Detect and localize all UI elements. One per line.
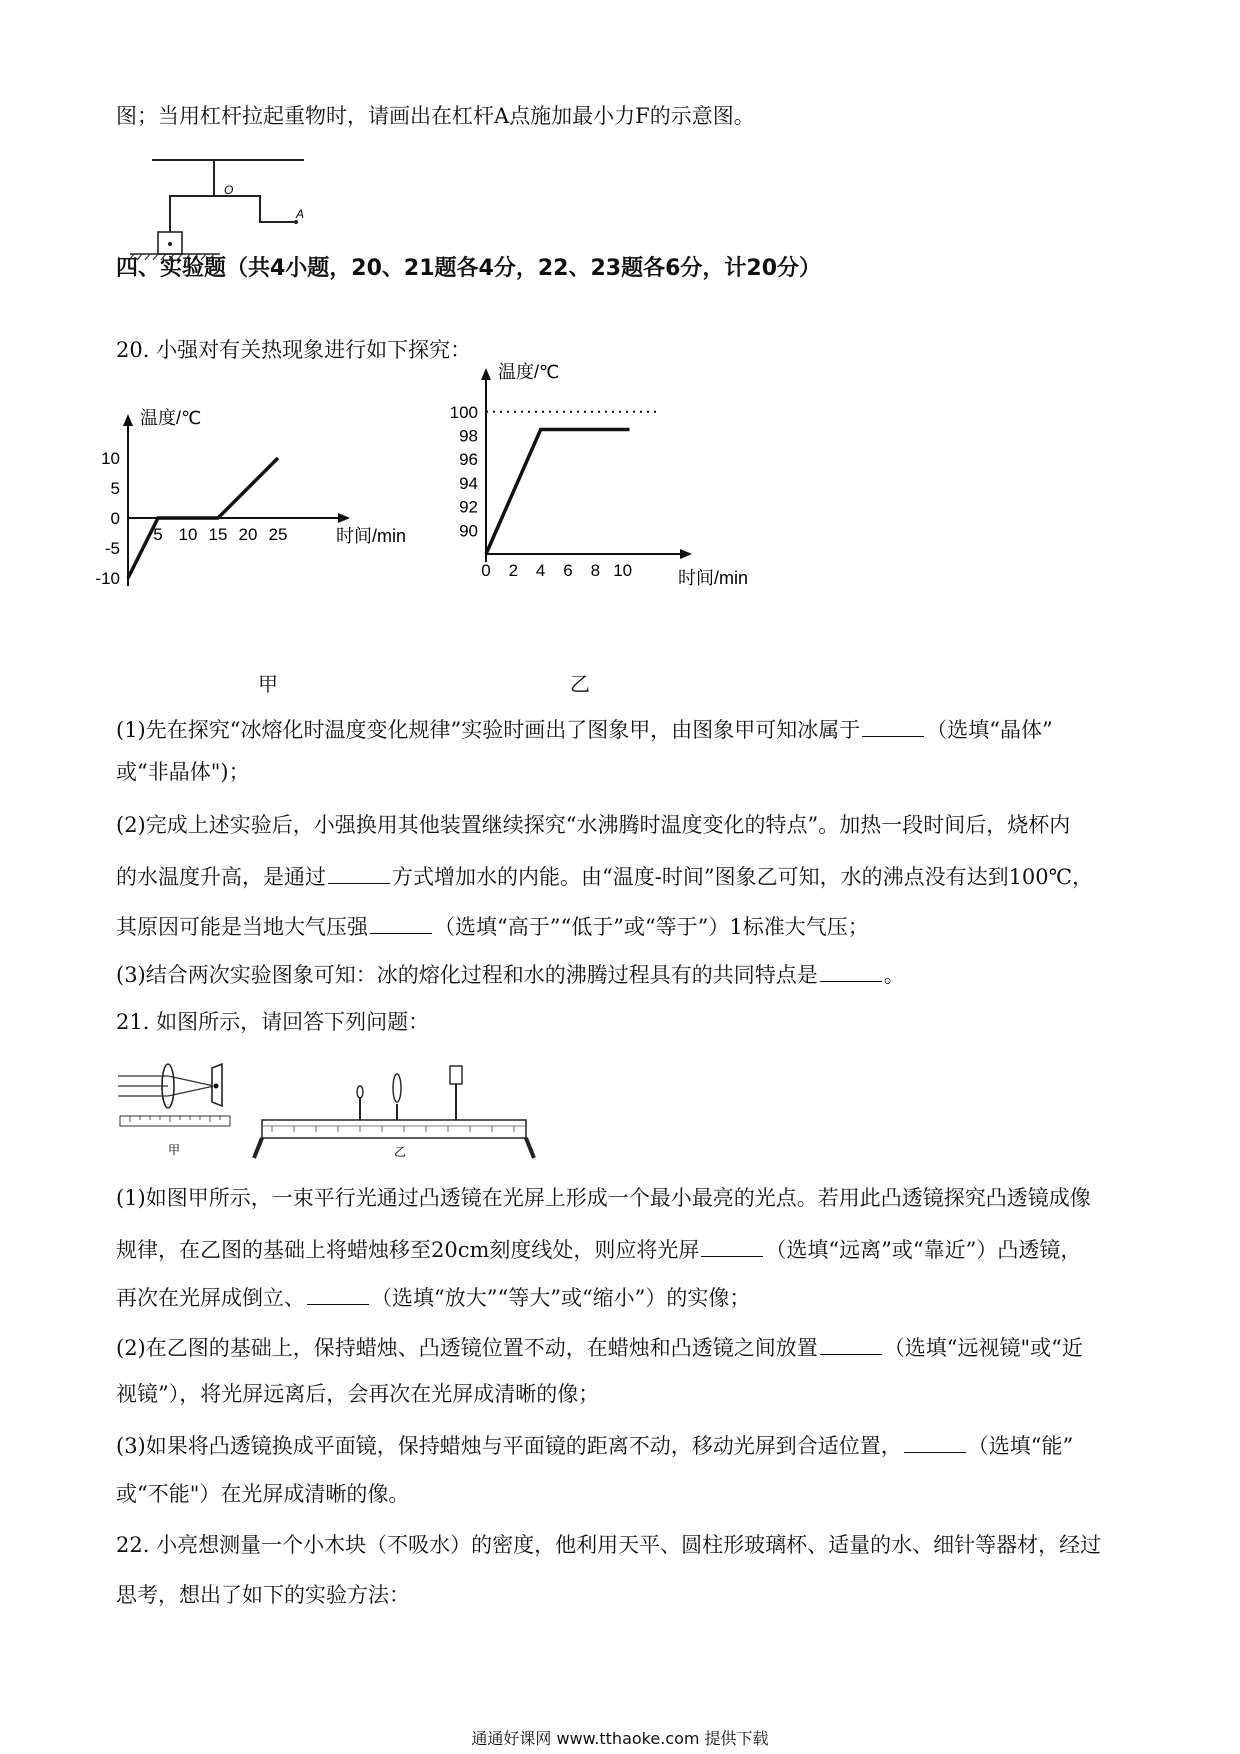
x-tick-label: 10 — [613, 561, 633, 580]
q20-p3-a: (3)结合两次实验图象可知：冰的熔化过程和水的沸腾过程具有的共同特点是 — [116, 963, 818, 987]
q21-part1-line2 — [116, 1238, 1081, 1261]
q21-part1: (1)如图甲所示，一束平行光通过凸透镜在光屏上形成一个最小最亮的光点。若用此凸透镜探究凸透镜成像 — [116, 1186, 1091, 1210]
x-axis-label: 时间/min — [678, 568, 749, 588]
intro-text: 图；当用杠杆拉起重物时，请画出在杠杆A点施加最小力F的示意图。 — [116, 104, 755, 128]
optical-bench-yi — [252, 1054, 542, 1164]
lever-label-a: A — [296, 207, 305, 221]
q20-part1-cont: 或“非晶体")； — [116, 760, 250, 784]
x-axis-label: 时间/min — [336, 526, 407, 546]
lens-figure-jia — [118, 1054, 238, 1164]
q21-p2-a2: （选填“远视镜"或“近 — [883, 1336, 1083, 1360]
lens-figure-jia-label: 甲 — [168, 1143, 181, 1157]
y-tick-label: -5 — [104, 539, 120, 558]
x-tick-label: 20 — [238, 525, 258, 544]
page-footer: 通通好课网 www.tthaoke.com 提供下载 — [471, 1729, 769, 1748]
y-tick-label: 92 — [459, 497, 478, 517]
q20-part1 — [116, 718, 1053, 741]
y-tick-label: 96 — [459, 450, 478, 470]
q20-part2-line2 — [116, 865, 1093, 888]
q22-line2: 思考，想出了如下的实验方法： — [116, 1583, 410, 1607]
chart-jia-caption: 甲 — [258, 672, 278, 696]
q20-p2-c1: 其原因可能是当地大气压强 — [116, 915, 368, 939]
x-tick-label: 2 — [508, 561, 519, 580]
answer-blank[interactable] — [370, 915, 432, 934]
x-tick-label: 5 — [153, 525, 163, 544]
series-line — [486, 430, 630, 554]
q21-stem: 21. 如图所示，请回答下列问题： — [116, 1010, 430, 1034]
x-tick-label: 8 — [590, 561, 601, 580]
q21-p3-a2: （选填“能” — [967, 1434, 1074, 1458]
q20-p2-c2: （选填“高于”“低于”或“等于”）1标准大气压； — [434, 915, 869, 939]
answer-blank[interactable] — [328, 865, 390, 884]
q20-p1-b: （选填“晶体” — [926, 718, 1053, 742]
q20-p1-a: (1)先在探究“冰熔化时温度变化规律”实验时画出了图象甲，由图象甲可知冰属于 — [116, 718, 861, 742]
q20-stem: 20. 小强对有关热现象进行如下探究： — [116, 338, 472, 362]
optical-bench-yi-label: 乙 — [394, 1145, 407, 1159]
lever-figure — [120, 150, 320, 270]
y-tick-label: 5 — [110, 479, 120, 498]
x-axis-arrow — [338, 513, 350, 523]
y-tick-label: 98 — [459, 426, 478, 446]
x-tick-label: 25 — [268, 525, 288, 544]
x-tick-label: 0 — [481, 561, 491, 580]
chart-jia — [95, 408, 430, 660]
y-axis-arrow — [481, 368, 491, 380]
q20-p2-b2: 方式增加水的内能。由“温度-时间”图象乙可知，水的沸点没有达到100℃， — [392, 865, 1094, 889]
q21-part2 — [116, 1336, 1083, 1359]
q21-part3-line2: 或“不能"）在光屏成清晰的像。 — [116, 1482, 410, 1506]
y-tick-label: 10 — [101, 449, 120, 468]
q21-part3 — [116, 1434, 1073, 1457]
section-heading: 四、实验题（共4小题，20、21题各4分，22、23题各6分，计20分） — [116, 256, 822, 281]
answer-blank[interactable] — [862, 718, 924, 737]
x-tick-label: 4 — [535, 561, 546, 580]
q21-p1-c1: 再次在光屏成倒立、 — [116, 1286, 305, 1310]
x-axis-arrow — [680, 549, 692, 559]
y-tick-label: -10 — [95, 569, 120, 588]
q20-part2: (2)完成上述实验后，小强换用其他装置继续探究“水沸腾时温度变化的特点”。加热一段时间后，烧杯内 — [116, 813, 1071, 837]
answer-blank[interactable] — [904, 1434, 966, 1453]
x-tick-label: 15 — [208, 525, 228, 544]
q20-p3-b: 。 — [883, 963, 905, 987]
q21-p1-b2: （选填“远离”或“靠近”）凸透镜， — [765, 1238, 1082, 1262]
y-tick-label: 100 — [449, 402, 478, 422]
y-tick-label: 90 — [459, 521, 478, 541]
answer-blank[interactable] — [307, 1286, 369, 1305]
q20-p2-b1: 的水温度升高，是通过 — [116, 865, 326, 889]
q21-p3-a1: (3)如果将凸透镜换成平面镜，保持蜡烛与平面镜的距离不动，移动光屏到合适位置， — [116, 1434, 902, 1458]
q21-p1-c2: （选填“放大”“等大”或“缩小”）的实像； — [371, 1286, 751, 1310]
q21-p2-a1: (2)在乙图的基础上，保持蜡烛、凸透镜位置不动，在蜡烛和凸透镜之间放置 — [116, 1336, 818, 1360]
x-tick-label: 6 — [563, 561, 573, 580]
y-tick-label: 0 — [110, 509, 120, 528]
answer-blank[interactable] — [701, 1238, 763, 1257]
q21-p1-b1: 规律，在乙图的基础上将蜡烛移至20cm刻度线处，则应将光屏 — [116, 1238, 700, 1262]
answer-blank[interactable] — [820, 963, 882, 982]
lever-label-o: O — [224, 183, 234, 197]
y-axis-label: 温度/℃ — [140, 408, 202, 428]
y-axis-arrow — [123, 414, 133, 426]
q21-part1-line3 — [116, 1286, 750, 1309]
q21-part2-line2: 视镜”），将光屏远离后，会再次在光屏成清晰的像； — [116, 1382, 600, 1406]
x-tick-label: 10 — [178, 525, 198, 544]
chart-yi-caption: 乙 — [570, 672, 590, 696]
q22-line1: 22. 小亮想测量一个小木块（不吸水）的密度，他利用天平、圆柱形玻璃杯、适量的水、细针等器材，经过 — [116, 1533, 1102, 1557]
answer-blank[interactable] — [820, 1336, 882, 1355]
q20-part3 — [116, 963, 905, 986]
q20-part2-line3 — [116, 915, 869, 938]
chart-yi — [449, 362, 770, 662]
y-tick-label: 94 — [459, 473, 478, 493]
y-axis-label: 温度/℃ — [498, 362, 560, 382]
